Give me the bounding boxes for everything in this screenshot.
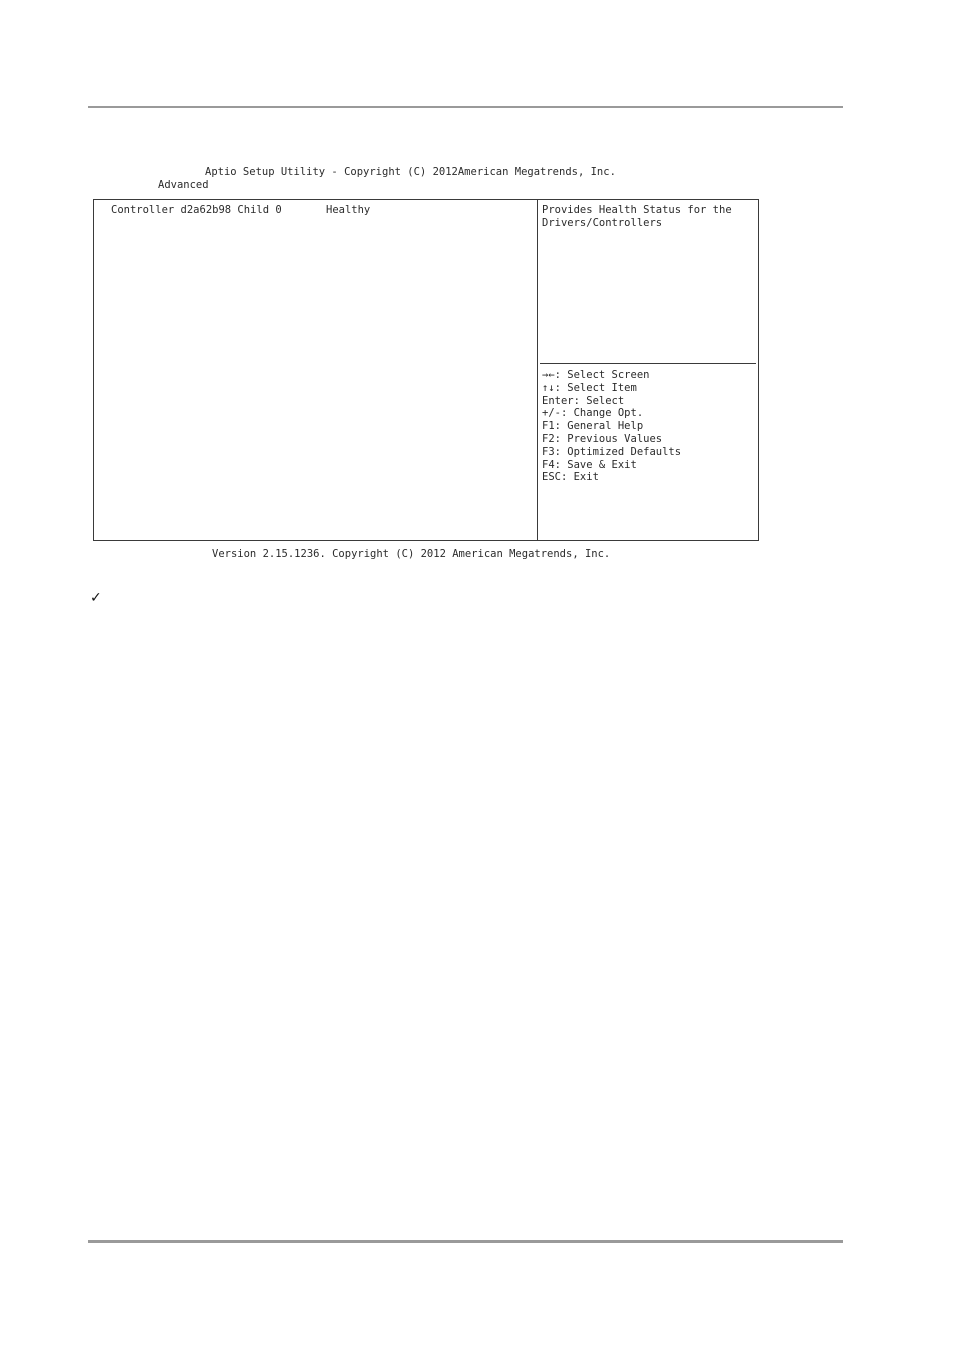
controller-item-label[interactable]: Controller d2a62b98 Child 0 (111, 204, 282, 216)
key-help-enter: Enter: Select (542, 394, 625, 407)
key-help-change-opt: +/-: Change Opt. (542, 407, 644, 420)
page-top-rule (88, 106, 843, 108)
key-help-list (542, 369, 681, 484)
key-help-general-help: F1: General Help (542, 420, 644, 433)
help-description-line2: Drivers/Controllers (542, 217, 663, 229)
help-panel-divider (537, 199, 538, 541)
bios-title: Aptio Setup Utility - Copyright (C) 2012American Megatrends, Inc. (205, 166, 616, 178)
key-help-esc-exit: ESC: Exit (542, 471, 599, 484)
key-help-previous-values: F2: Previous Values (542, 432, 663, 445)
key-help-select-screen: →←: Select Screen (542, 369, 650, 381)
page-bottom-rule (88, 1240, 843, 1243)
key-help-save-exit: F4: Save & Exit (542, 458, 637, 471)
check-icon: ✓ (90, 590, 102, 606)
key-help-select-item: ↑↓: Select Item (542, 381, 637, 394)
help-separator (540, 363, 756, 364)
controller-status-value: Healthy (326, 204, 371, 216)
help-description-line1: Provides Health Status for the (542, 204, 732, 216)
tab-advanced[interactable]: Advanced (158, 179, 209, 191)
key-help-optimized-defaults: F3: Optimized Defaults (542, 445, 682, 458)
bios-version-footer: Version 2.15.1236. Copyright (C) 2012 American Megatrends, Inc. (212, 548, 611, 560)
